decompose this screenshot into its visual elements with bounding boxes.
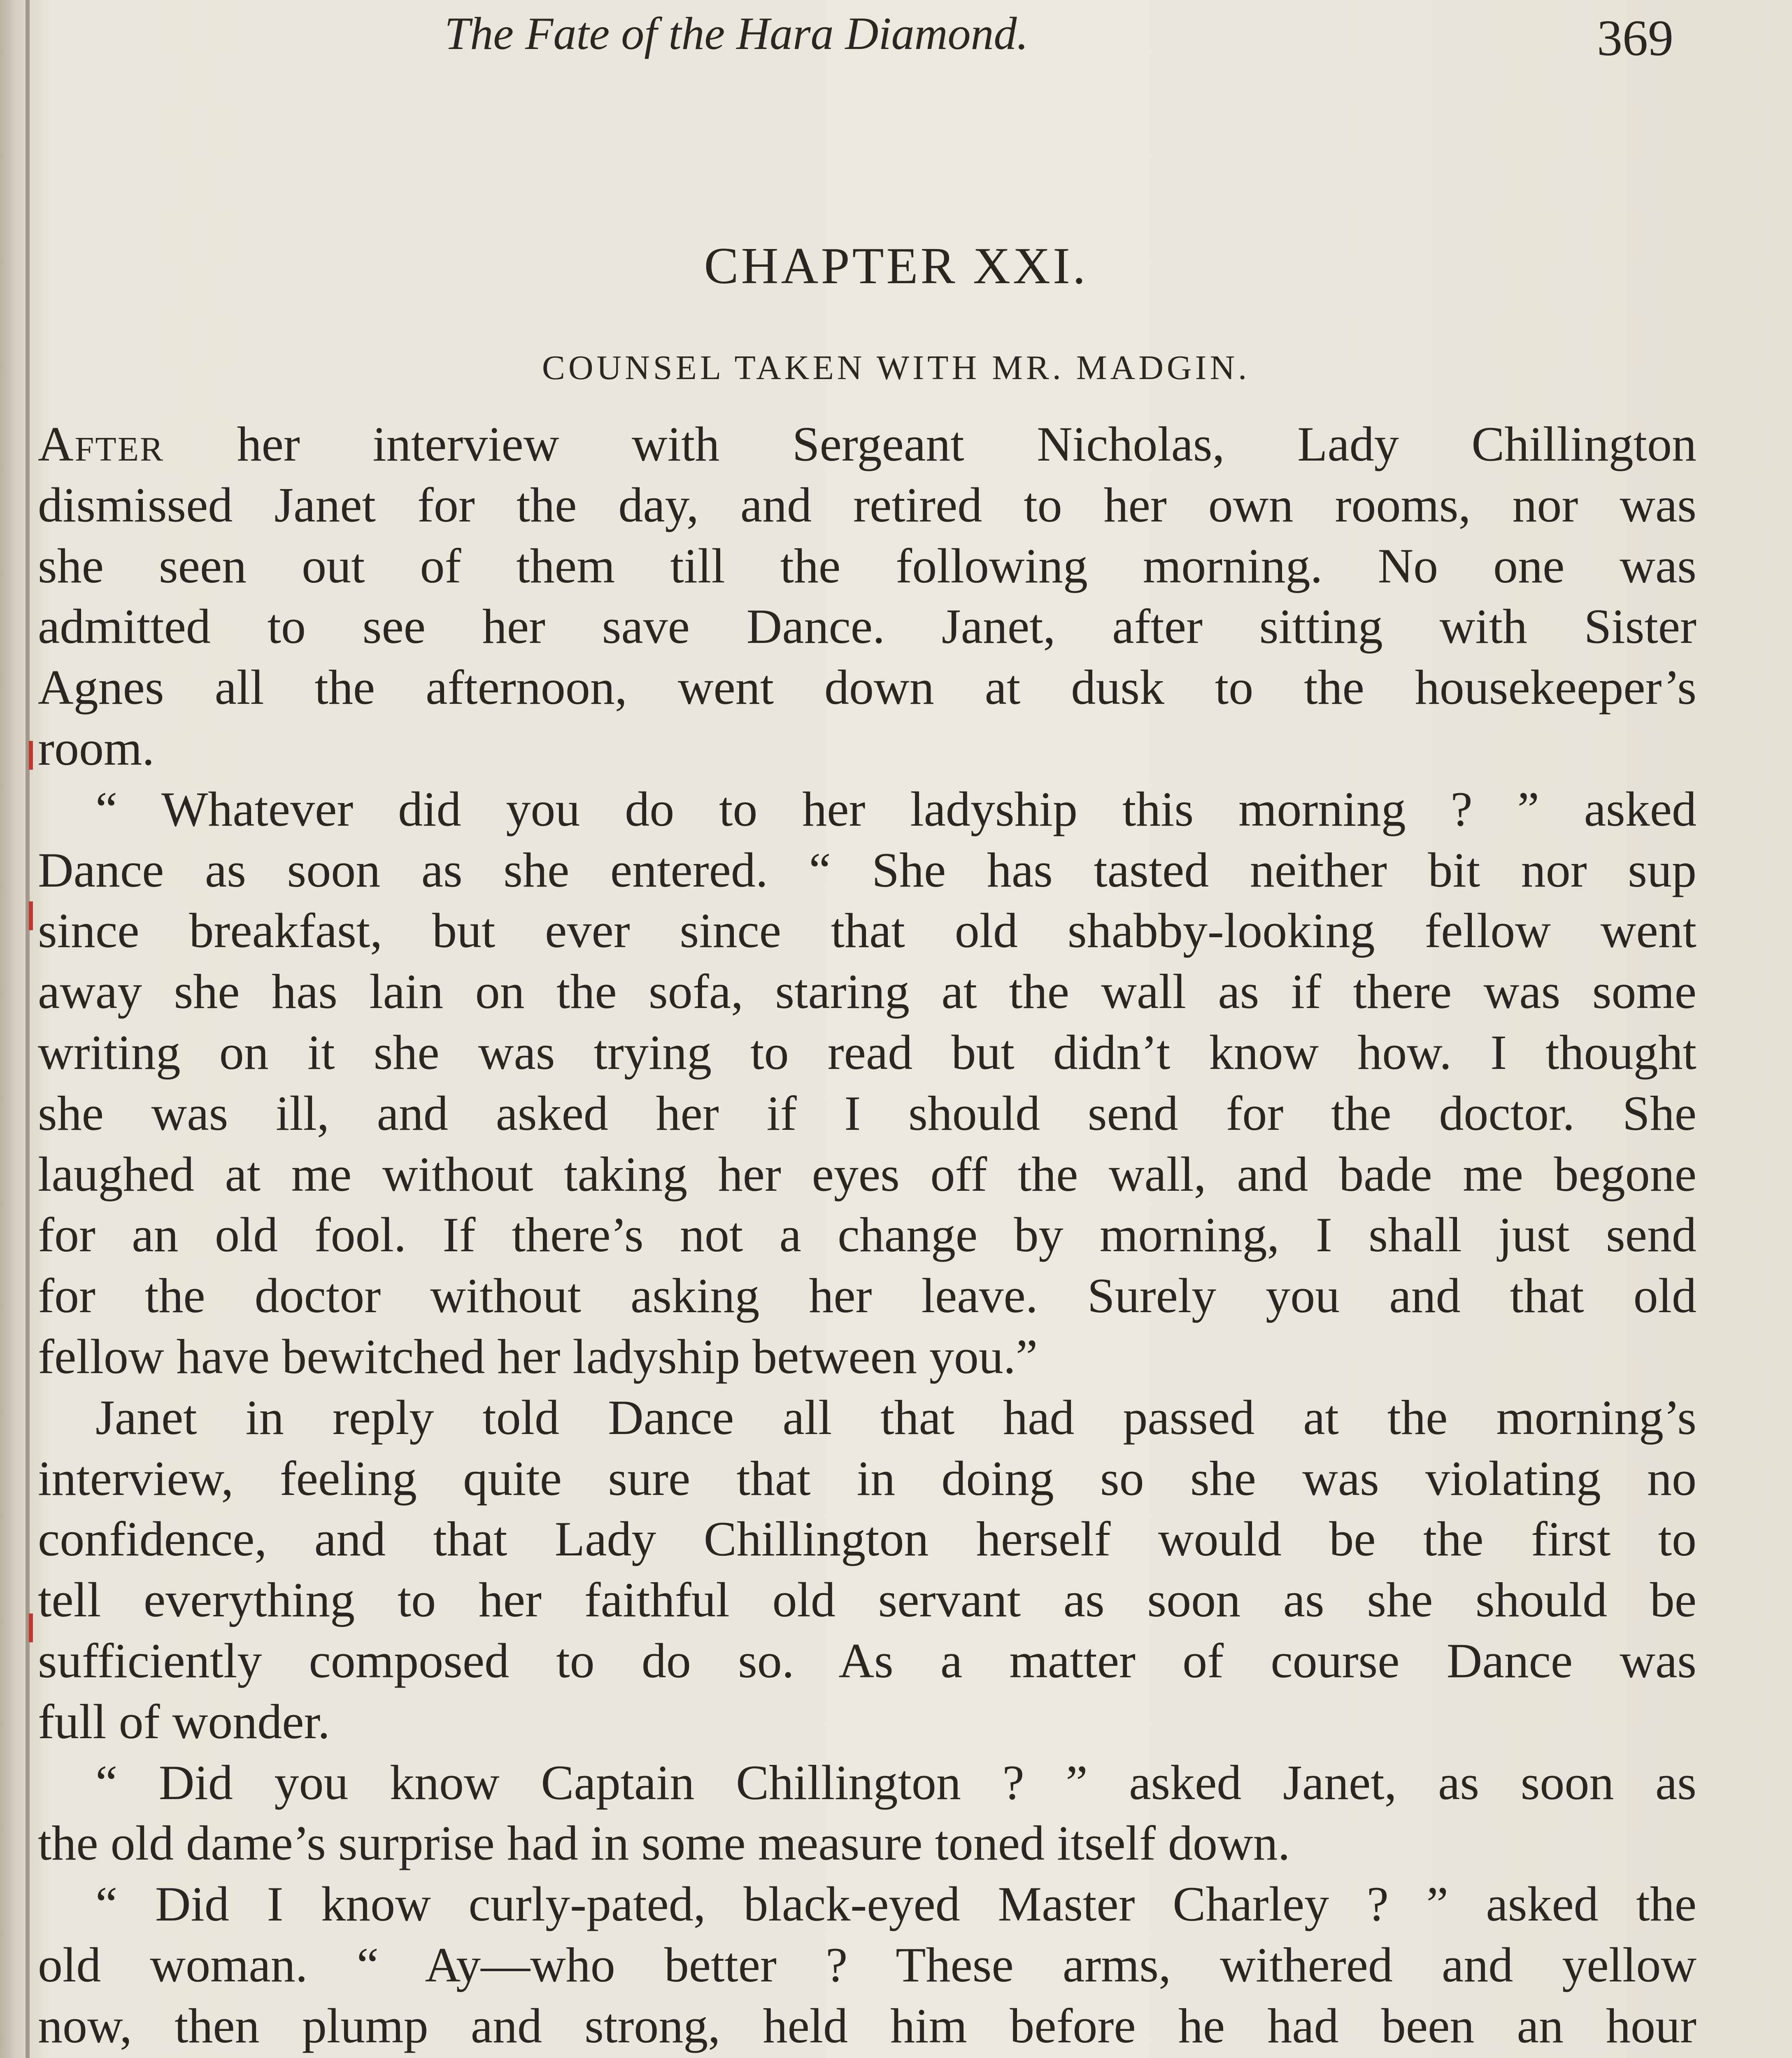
opening-word: After [38,417,165,471]
text-line [38,2056,1697,2058]
text-line: away she has lain on the sofa, staring at the wall as if there was some [38,964,1697,1019]
text-line: “ Did I know curly-pated, black-eyed Master Charley ? ” asked the [95,1876,1697,1932]
text-line: fellow have bewitched her ladyship between you.” [38,1329,1038,1384]
chapter-title: CHAPTER XXI. [704,237,1088,295]
chapter-subtitle: COUNSEL TAKEN WITH MR. MADGIN. [542,349,1250,387]
text-line: for the doctor without asking her leave. Surely you and that old [38,1268,1697,1323]
text-line: “ Did you know Captain Chillington ? ” asked Janet, as soon as [95,1755,1697,1810]
text-line: confidence, and that Lady Chillington herself would be the first to [38,1511,1697,1567]
text-line: dismissed Janet for the day, and retired to her own rooms, nor was [38,477,1697,532]
running-title: The Fate of the Hara Diamond. [445,8,1029,59]
text-line: since breakfast, but ever since that old shabby-looking fellow went [38,903,1697,958]
text-line: now, then plump and strong, held him before he had been an hour [38,1998,1697,2053]
text-line: tell everything to her faithful old servant as soon as she should be [38,1572,1697,1627]
page-number: 369 [1597,10,1673,66]
margin-mark [29,901,33,930]
text-line: old woman. “ Ay—who better ? These arms, withered and yellow [38,1937,1697,1992]
body-text [38,414,1697,2058]
text-line: admitted to see her save Dance. Janet, after sitting with Sister [38,599,1697,654]
text-line: she was ill, and asked her if I should send for the doctor. She [38,1085,1697,1141]
text-line: writing on it she was trying to read but didn’t know how. I thought [38,1024,1697,1080]
margin-mark [29,1613,33,1642]
text-line: full of wonder. [38,1694,330,1749]
text-line: she seen out of them till the following morning. No one was [38,538,1697,593]
page-header [0,0,1792,70]
text-line: Dance as soon as she entered. “ She has tasted neither bit nor sup [38,842,1697,897]
text-line: After her interview with Sergeant Nicholas, Lady Chillington [38,417,1697,471]
text-line: interview, feeling quite sure that in doing so she was violating no [38,1450,1697,1506]
text-line: sufficiently composed to do so. As a matter of course Dance was [38,1633,1697,1688]
text-line: “ Whatever did you do to her ladyship this morning ? ” asked [95,781,1697,836]
text-line: room. [38,720,155,775]
text-line: laughed at me without taking her eyes off the wall, and bade me begone [38,1146,1697,1201]
page-gutter-shadow [26,0,30,2058]
text-line: the old dame’s surprise had in some measure toned itself down. [38,1816,1290,1871]
text-line: Janet in reply told Dance all that had passed at the morning’s [95,1390,1697,1445]
text-line: for an old fool. If there’s not a change by morning, I shall just send [38,1207,1697,1262]
margin-mark [29,741,33,770]
text-line: Agnes all the afternoon, went down at dusk to the housekeeper’s [38,660,1697,715]
